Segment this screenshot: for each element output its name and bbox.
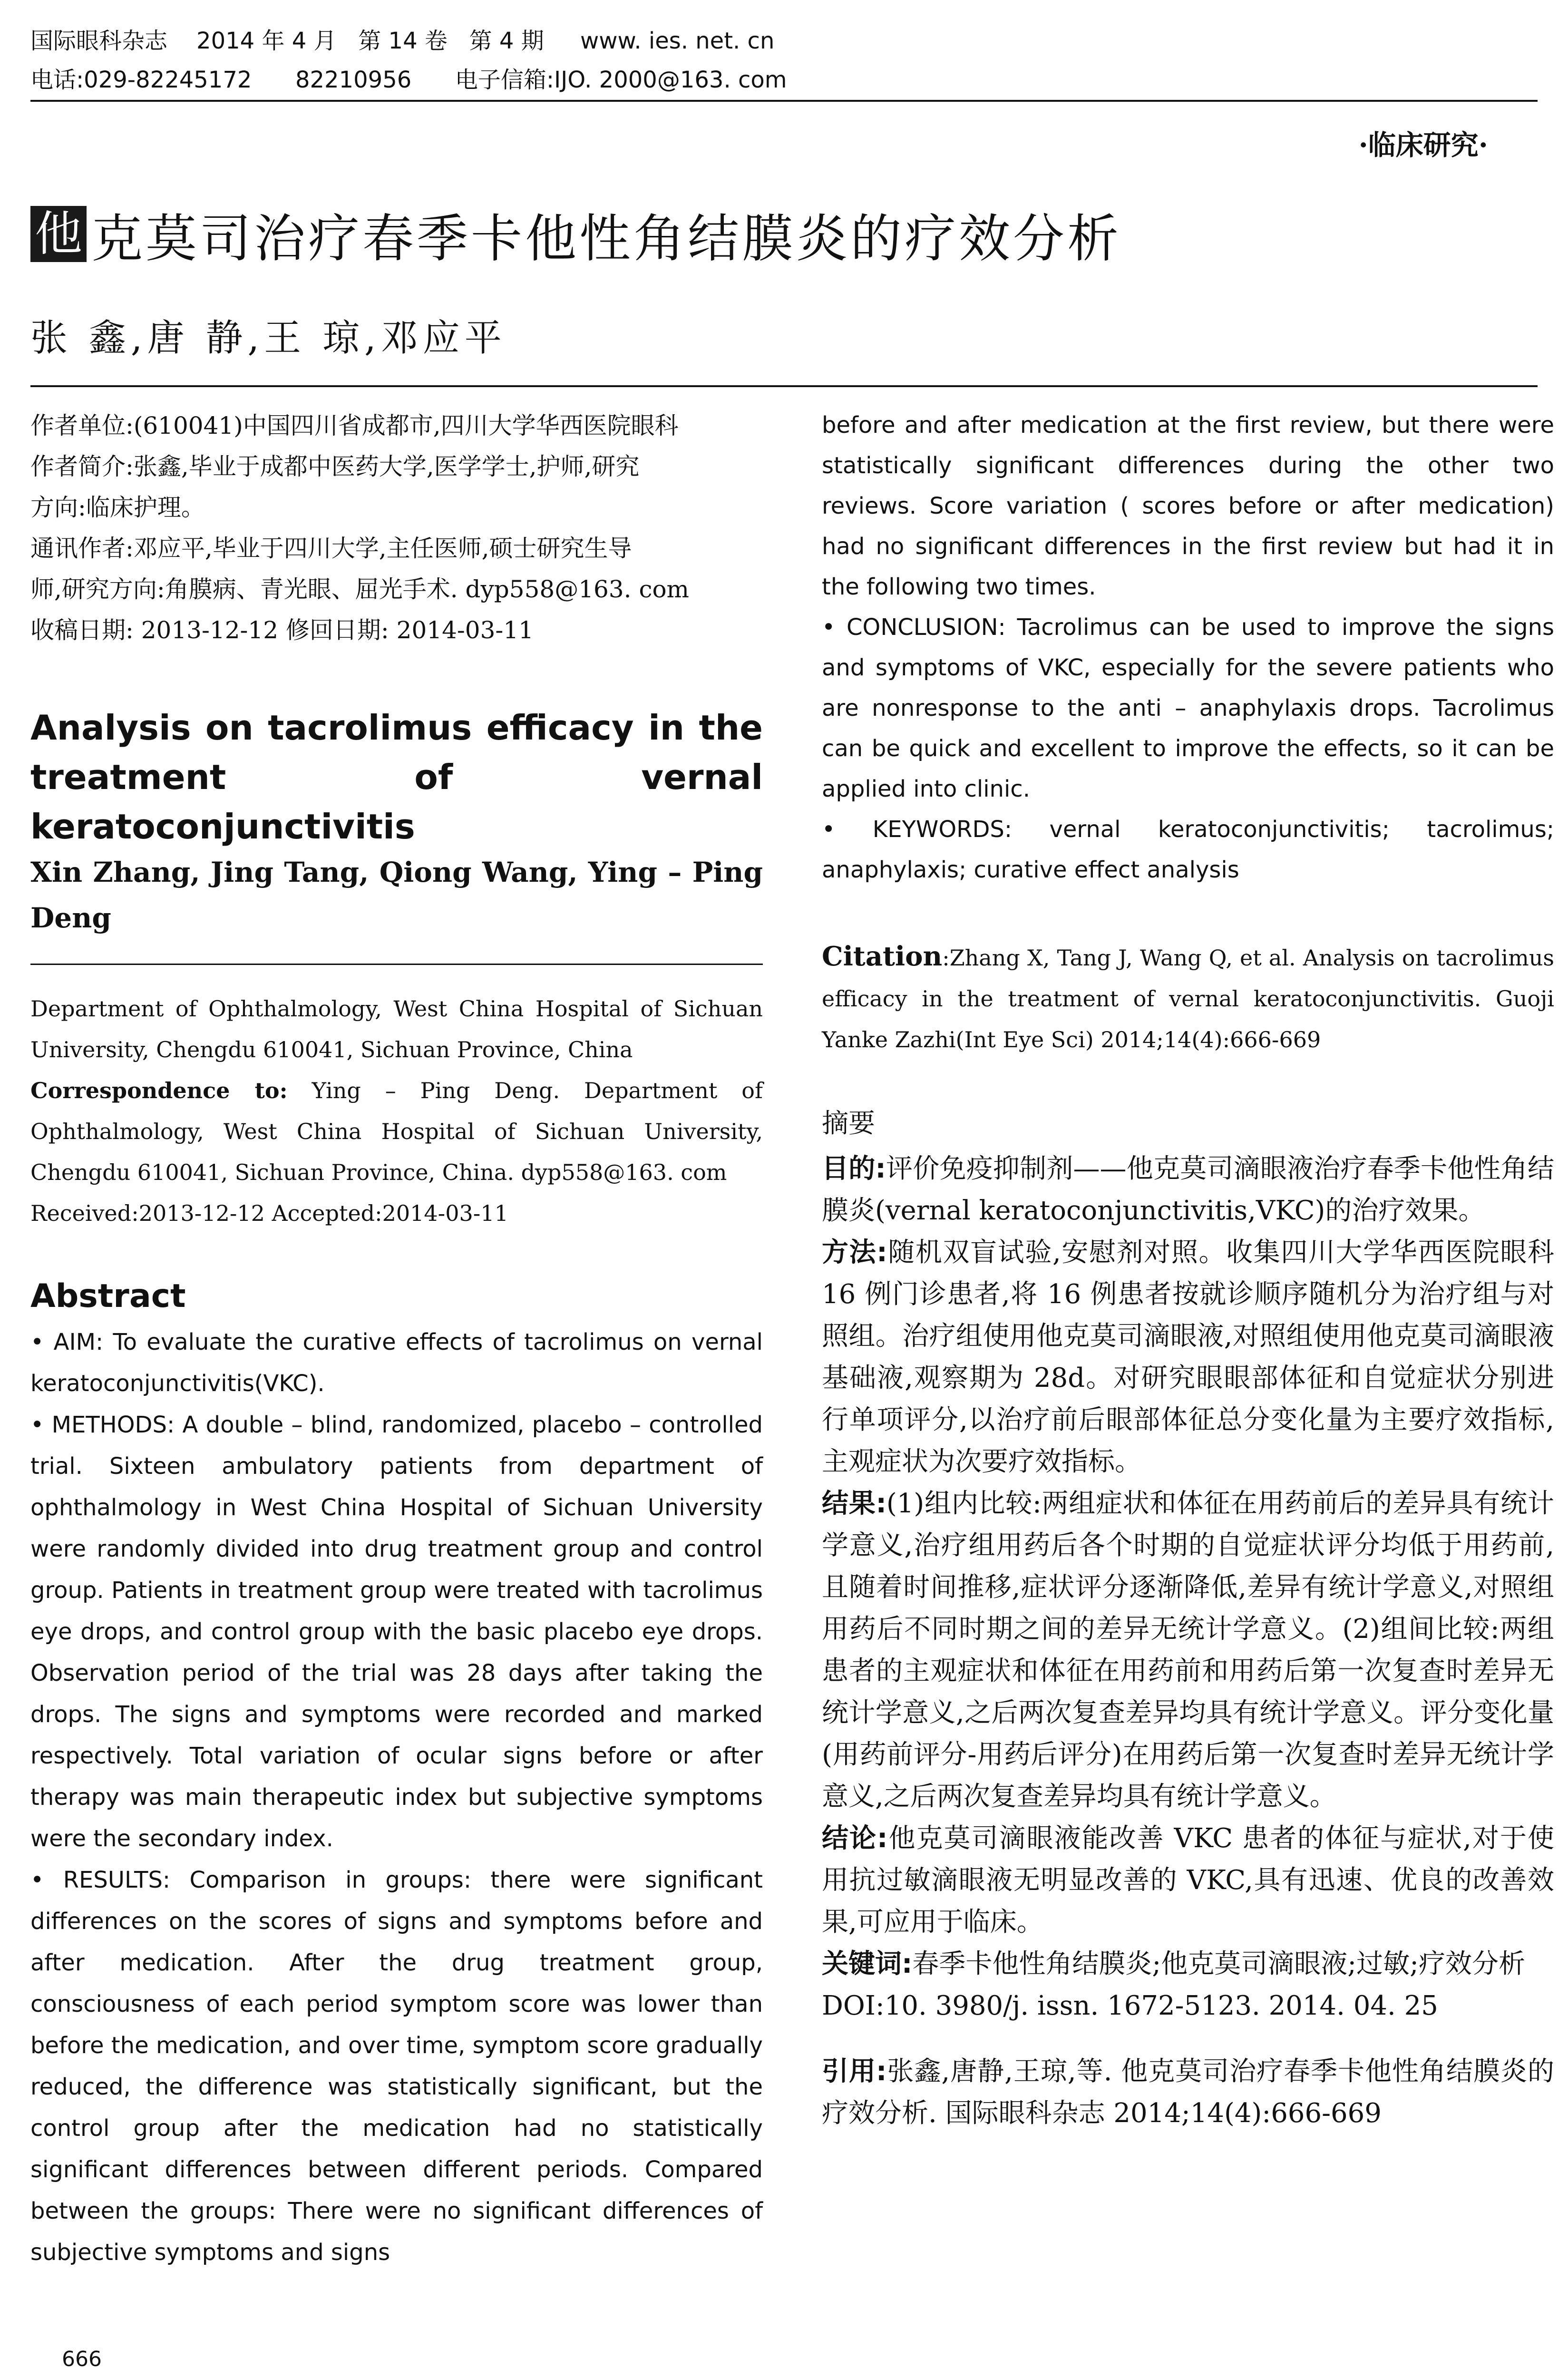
abstract-keywords: • KEYWORDS: vernal keratoconjunctivitis; tacrolimus; anaphylaxis; curative effect analysis bbox=[822, 816, 1554, 883]
english-authors-block bbox=[30, 849, 763, 941]
cn-abstract-heading: 摘要 bbox=[822, 1108, 875, 1139]
correspondence bbox=[30, 1070, 763, 1193]
header-rule bbox=[30, 100, 1538, 102]
correspondence-text: Ying – Ping Deng. Department of Ophthalmology, West China Hospital of Sichuan University, Chengdu 610041, Sichuan Province, China. dyp558@163. com bbox=[30, 1078, 763, 1185]
cn-method-label: 方法: bbox=[822, 1237, 887, 1268]
cn-purpose: 评价免疫抑制剂——他克莫司滴眼液治疗春季卡他性角结膜炎(vernal keratoconjunctivitis,VKC)的治疗效果。 bbox=[822, 1153, 1554, 1226]
abstract-heading: Abstract bbox=[30, 1277, 186, 1315]
section-tag: ·临床研究· bbox=[1358, 129, 1488, 161]
abstract-conclusion: • CONCLUSION: Tacrolimus can be used to improve the signs and symptoms of VKC, especially for the severe patients who are nonresponse to the anti – anaphylaxis drops. Tacrolimus can be quick and excellent to improve the effects, so it can be applied into clinic. bbox=[822, 614, 1554, 802]
page-number: 666 bbox=[62, 2347, 102, 2371]
correspondence-label: Correspondence to: bbox=[30, 1078, 288, 1103]
abstract-section bbox=[30, 1277, 763, 2273]
received-dates: Received:2013-12-12 Accepted:2014-03-11 bbox=[30, 1200, 508, 1226]
cn-keywords-label: 关键词: bbox=[822, 1948, 913, 1979]
info-line: 收稿日期: 2013-12-12 修回日期: 2014-03-11 bbox=[30, 616, 534, 644]
abstract-results: • RESULTS: Comparison in groups: there were significant differences on the scores of signs and symptoms before and after medication. After the drug treatment group, consciousness of each period symptom score was lower than before the medication, and over time, symptom score gradually reduced, the difference was statistically significant, but the control group after the medication had no statistically significant differences between different periods. Compared between the groups: There were no significant differences of subjective symptoms and signs bbox=[30, 1867, 763, 2266]
cn-keywords: 春季卡他性角结膜炎;他克莫司滴眼液;过敏;疗效分析 bbox=[912, 1948, 1526, 1979]
cn-purpose-label: 目的: bbox=[822, 1153, 886, 1184]
title-dropcap: 他 bbox=[30, 206, 87, 262]
journal-header-line2: 电话:029-82245172 82210956 电子信箱:IJO. 2000@163. com bbox=[30, 67, 787, 93]
info-line: 作者单位:(610041)中国四川省成都市,四川大学华西医院眼科 bbox=[30, 412, 679, 439]
cn-result-label: 结果: bbox=[822, 1488, 886, 1519]
affiliation-block bbox=[30, 988, 763, 1234]
chinese-abstract bbox=[822, 1102, 1554, 2134]
citation-label: Citation bbox=[822, 941, 943, 972]
english-title-block bbox=[30, 703, 763, 851]
info-line: 作者简介:张鑫,毕业于成都中医药大学,医学学士,护师,研究 bbox=[30, 453, 640, 480]
english-title: Analysis on tacrolimus efficacy in the treatment of vernal keratoconjunctivitis bbox=[30, 708, 763, 847]
abstract-methods: • METHODS: A double – blind, randomized, placebo – controlled trial. Sixteen ambulatory patients from department of ophthalmology in West China Hospital of Sichuan University were randomly divided into drug treatment group and control group. Patients in treatment group were treated with tacrolimus eye drops, and control group with the basic placebo eye drops. Observation period of the trial was 28 days after taking the drops. The signs and symptoms were recorded and marked respectively. Total variation of ocular signs before or after therapy was main therapeutic index but subjective symptoms were the secondary index. bbox=[30, 1412, 763, 1852]
cn-doi: DOI:10. 3980/j. issn. 1672-5123. 2014. 04. 25 bbox=[822, 1990, 1438, 2021]
authors-cn: 张 鑫,唐 静,王 琼,邓应平 bbox=[30, 317, 506, 360]
citation-block bbox=[822, 936, 1554, 1060]
cn-method: 随机双盲试验,安慰剂对照。收集四川大学华西医院眼科 16 例门诊患者,将 16 例患者按就诊顺序随机分为治疗组与对照组。治疗组使用他克莫司滴眼液,对照组使用他克莫司滴眼液基础液,观察期为 28d。对研究眼眼部体征和自觉症状分别进行单项评分,以治疗前后眼部体征总分变化量为主要疗效指标,主观症状为次要疗效指标。 bbox=[822, 1237, 1554, 1477]
title-text: 克莫司治疗春季卡他性角结膜炎的疗效分析 bbox=[91, 209, 1122, 269]
title-rule bbox=[30, 385, 1538, 387]
author-info bbox=[30, 405, 763, 651]
cn-conclusion: 他克莫司滴眼液能改善 VKC 患者的体征与症状,对于使用抗过敏滴眼液无明显改善的 VKC,具有迅速、优良的改善效果,可应用于临床。 bbox=[822, 1823, 1554, 1938]
cn-conclusion-label: 结论: bbox=[822, 1823, 888, 1854]
abstract-results-cont: before and after medication at the first review, but there were statistically significant differences during the other two reviews. Score variation ( scores before or after medication) had no significant differences in the first review but had it in the following two times. bbox=[822, 412, 1554, 600]
article-title bbox=[30, 196, 1121, 272]
journal-header-line1: 国际眼科杂志 2014 年 4 月 第 14 卷 第 4 期 www. ies. net. cn bbox=[30, 28, 775, 54]
info-line: 师,研究方向:角膜病、青光眼、屈光手术. dyp558@163. com bbox=[30, 575, 689, 603]
abstract-aim: • AIM: To evaluate the curative effects of tacrolimus on vernal keratoconjunctivitis(VKC). bbox=[30, 1329, 763, 1397]
citation-text: :Zhang X, Tang J, Wang Q, et al. Analysis on tacrolimus efficacy in the treatment of vernal keratoconjunctivitis. Guoji Yanke Zazhi(Int Eye Sci) 2014;14(4):666-669 bbox=[822, 945, 1554, 1052]
cn-cite: 张鑫,唐静,王琼,等. 他克莫司治疗春季卡他性角结膜炎的疗效分析. 国际眼科杂志 2014;14(4):666-669 bbox=[822, 2056, 1554, 2129]
cn-result: (1)组内比较:两组症状和体征在用药前后的差异具有统计学意义,治疗组用药后各个时期的自觉症状评分均低于用药前,且随着时间推移,症状评分逐渐降低,差异有统计学意义,对照组用药后不同时期之间的差异无统计学意义。(2)组间比较:两组患者的主观症状和体征在用药前和用药后第一次复查时差异无统计学意义,之后两次复查差异均具有统计学意义。评分变化量(用药前评分-用药后评分)在用药后第一次复查时差异无统计学意义,之后两次复查差异均具有统计学意义。 bbox=[822, 1488, 1554, 1812]
abstract-continued bbox=[822, 405, 1554, 890]
english-authors: Xin Zhang, Jing Tang, Qiong Wang, Ying – Ping Deng bbox=[30, 856, 763, 934]
info-line: 方向:临床护理。 bbox=[30, 494, 205, 521]
affiliation-rule bbox=[30, 964, 763, 965]
info-line: 通讯作者:邓应平,毕业于四川大学,主任医师,硕士研究生导 bbox=[30, 535, 632, 562]
cn-cite-label: 引用: bbox=[822, 2056, 887, 2087]
affiliation-dept: Department of Ophthalmology, West China Hospital of Sichuan University, Chengdu 610041, Sichuan Province, China bbox=[30, 996, 763, 1062]
